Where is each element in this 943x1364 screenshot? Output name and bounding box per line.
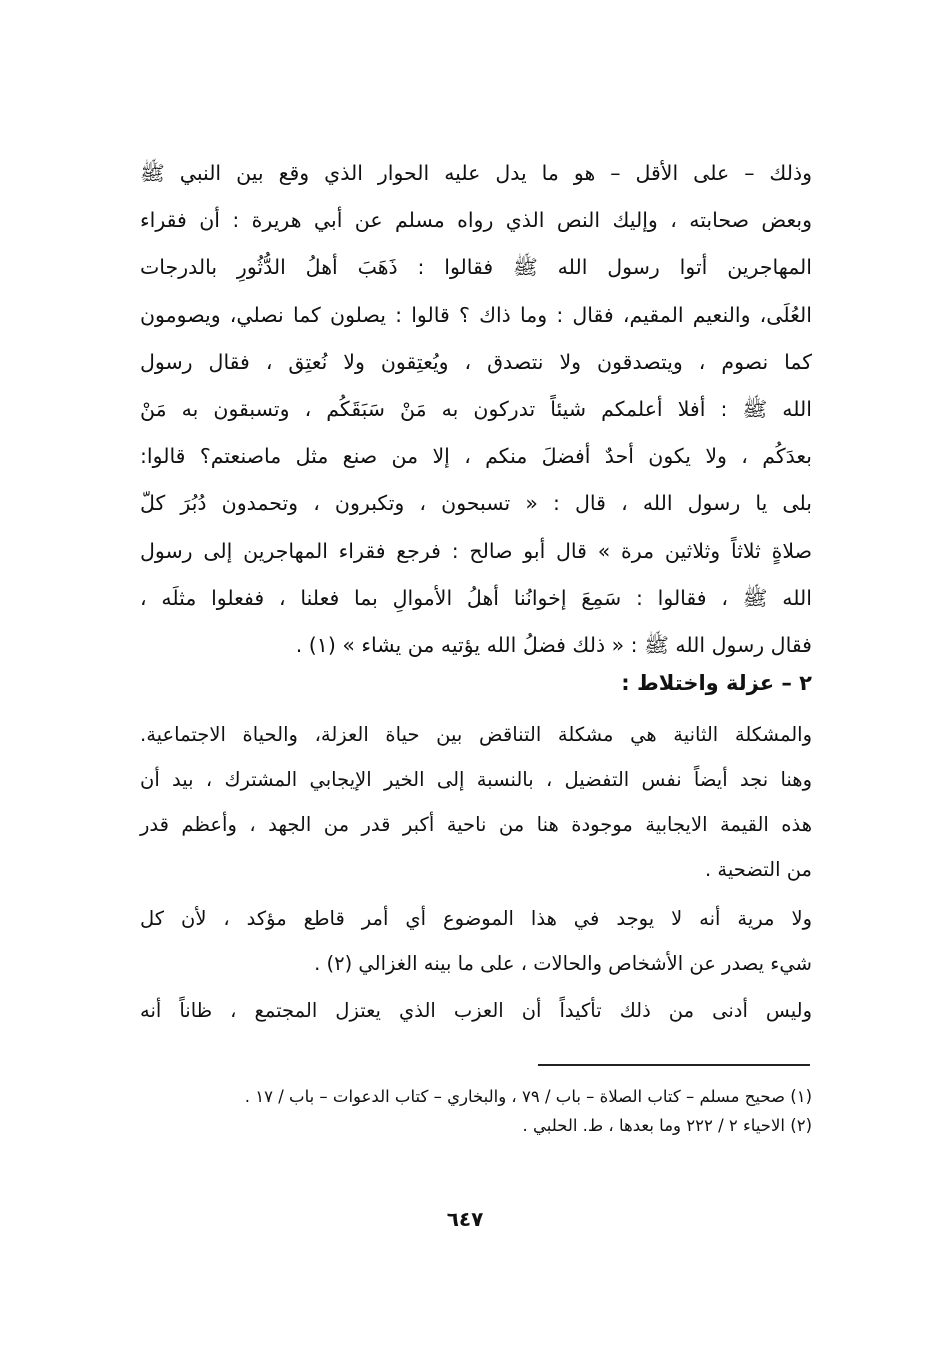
- text-line: بلى يا رسول الله ، قال : « تسبحون ، وتكبرون ، وتحمدون دُبُرَ كلّ: [140, 491, 812, 516]
- text-line: ولا مرية أنه لا يوجد في هذا الموضوع أي أمر قاطع مؤكد ، لأن كل: [140, 907, 812, 930]
- text-line: الله ﷺ ، فقالوا : سَمِعَ إخوانُنا أهلُ الأموالِ بما فعلنا ، ففعلوا مثلَه ،: [140, 585, 812, 610]
- text-line: الله ﷺ : أفلا أعلمكم شيئاً تدركون به مَنْ سَبَقَكُم ، وتسبقون به مَنْ: [140, 397, 812, 422]
- text-line: صلاةٍ ثلاثاً وثلاثين مرة » قال أبو صالح : فرجع فقراء المهاجرين إلى رسول: [140, 538, 812, 563]
- text-line: وبعض صحابته ، وإليك النص الذي رواه مسلم عن أبي هريرة : أن فقراء: [140, 208, 812, 233]
- text-line: وهنا نجد أيضاً نفس التفضيل ، بالنسبة إلى الخير الإيجابي المشترك ، بيد أن: [140, 768, 812, 791]
- text-line: وذلك – على الأقل – هو ما يدل عليه الحوار الذي وقع بين النبي ﷺ: [140, 161, 812, 185]
- text-line: كما نصوم ، ويتصدقون ولا نتصدق ، ويُعتِقون ولا نُعتِق ، فقال رسول: [140, 349, 812, 374]
- footnote-divider: [538, 1064, 810, 1066]
- text-line: فقال رسول الله ﷺ : « ذلك فضلُ الله يؤتيه من يشاء » (١) .: [295, 633, 812, 658]
- text-line: المهاجرين أتوا رسول الله ﷺ فقالوا : ذَهَبَ أهلُ الدُّثُورِ بالدرجات: [140, 255, 812, 280]
- page-number: ٦٤٧: [446, 1207, 484, 1231]
- paragraph-continuation: [140, 988, 812, 1033]
- footnote-2: (٢) الاحياء ٢ / ٢٢٢ وما بعدها ، ط. الحلبي .: [522, 1116, 812, 1135]
- text-line: هذه القيمة الايجابية موجودة هنا من ناحية أكبر قدر من الجهد ، وأعظم قدر: [140, 813, 812, 836]
- paragraph-isolation: [140, 712, 812, 892]
- text-line: شيء يصدر عن الأشخاص والحالات ، على ما بينه الغزالي (٢) .: [314, 952, 812, 975]
- text-line: بعدَكُم ، ولا يكون أحدٌ أفضلَ منكم ، إلا من صنع مثل ماصنعتم؟ قالوا:: [140, 444, 812, 469]
- text-line: وليس أدنى من ذلك تأكيداً أن العزب الذي يعتزل المجتمع ، ظاناً أنه: [140, 999, 812, 1022]
- paragraph-hadith: [140, 150, 812, 669]
- text-line: العُلَى، والنعيم المقيم، فقال : وما ذاك ؟ قالوا : يصلون كما نصلي، ويصومون: [140, 302, 812, 327]
- paragraph-ghazali: [140, 896, 812, 986]
- section-heading: ٢ – عزلة واختلاط :: [621, 671, 812, 695]
- footnotes: [140, 1082, 812, 1140]
- text-line: والمشكلة الثانية هي مشكلة التناقض بين حياة العزلة، والحياة الاجتماعية.: [140, 723, 812, 746]
- text-line: من التضحية .: [705, 858, 812, 881]
- footnote-1: (١) صحيح مسلم – كتاب الصلاة – باب / ٧٩ ، والبخاري – كتاب الدعوات – باب / ١٧ .: [244, 1087, 812, 1106]
